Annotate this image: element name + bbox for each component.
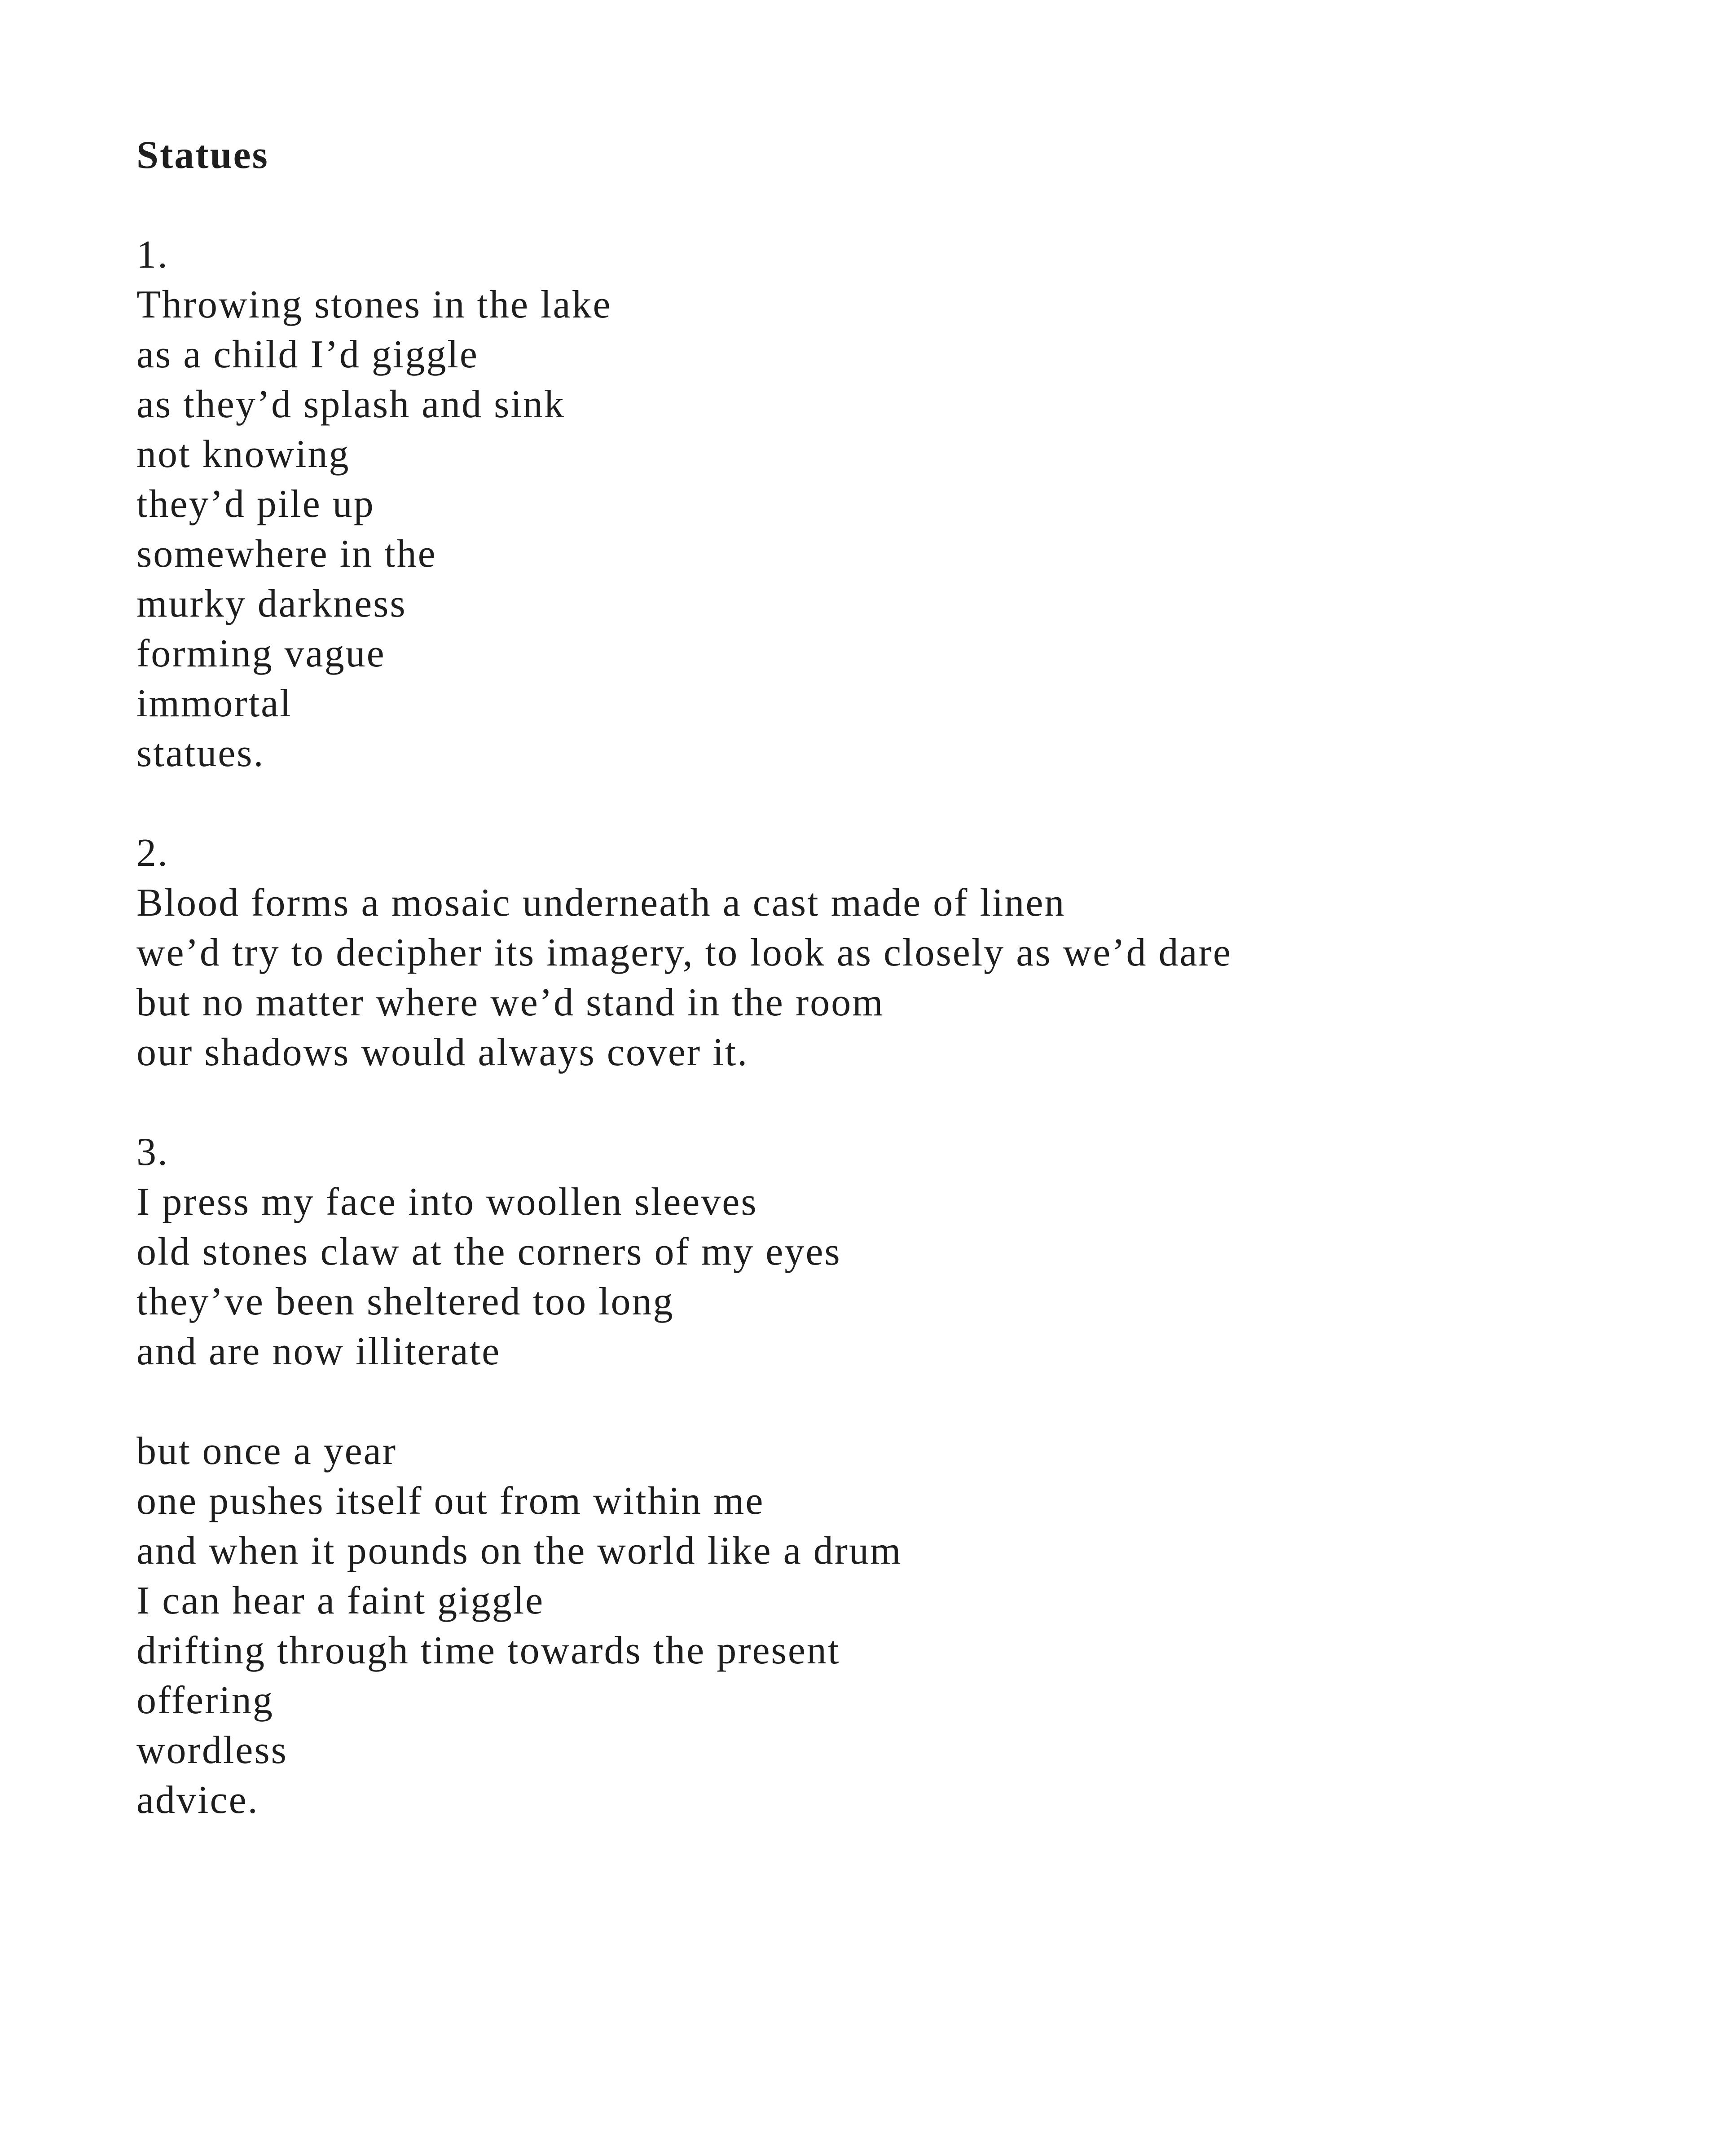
poem-line: they’d pile up bbox=[136, 482, 375, 526]
section-spacer bbox=[136, 1077, 1618, 1127]
stanza bbox=[136, 1426, 1618, 1825]
poem-line: as they’d splash and sink bbox=[136, 383, 565, 426]
poem-line: as a child I’d giggle bbox=[136, 333, 479, 376]
poem-title: Statues bbox=[136, 133, 269, 177]
poem-line: advice. bbox=[136, 1778, 259, 1822]
poem-line: and are now illiterate bbox=[136, 1330, 501, 1373]
poem-line: statues. bbox=[136, 732, 265, 775]
section-2 bbox=[136, 828, 1618, 1077]
poem-line: somewhere in the bbox=[136, 532, 437, 576]
section-3 bbox=[136, 1127, 1618, 1825]
poem-line: immortal bbox=[136, 682, 292, 725]
poem-line: murky darkness bbox=[136, 582, 407, 626]
poem-line: and when it pounds on the world like a drum bbox=[136, 1529, 902, 1573]
section-1 bbox=[136, 230, 1618, 778]
stanza bbox=[136, 280, 1618, 778]
section-number: 2. bbox=[136, 831, 169, 875]
poem-line: we’d try to decipher its imagery, to look as closely as we’d dare bbox=[136, 931, 1232, 974]
poem-line: I press my face into woollen sleeves bbox=[136, 1180, 758, 1224]
poem-line: offering bbox=[136, 1679, 274, 1722]
poem-line: one pushes itself out from within me bbox=[136, 1479, 765, 1523]
section-number: 3. bbox=[136, 1130, 169, 1174]
section-number: 1. bbox=[136, 233, 169, 277]
poem-line: I can hear a faint giggle bbox=[136, 1579, 545, 1623]
stanza-spacer bbox=[136, 1376, 1618, 1426]
poem-line: Throwing stones in the lake bbox=[136, 283, 612, 326]
poem-line: but no matter where we’d stand in the room bbox=[136, 981, 884, 1024]
title-spacer bbox=[136, 180, 1618, 230]
stanza bbox=[136, 878, 1618, 1077]
poem-line: forming vague bbox=[136, 632, 386, 675]
poem-line: not knowing bbox=[136, 432, 350, 476]
stanza bbox=[136, 1177, 1618, 1376]
section-spacer bbox=[136, 778, 1618, 828]
poem-line: old stones claw at the corners of my eyes bbox=[136, 1230, 841, 1274]
poem-line: drifting through time towards the present bbox=[136, 1629, 840, 1672]
poem-line: wordless bbox=[136, 1728, 288, 1772]
poem-line: they’ve been sheltered too long bbox=[136, 1280, 674, 1323]
poem-line: but once a year bbox=[136, 1429, 397, 1473]
poem-line: our shadows would always cover it. bbox=[136, 1031, 749, 1074]
poem-line: Blood forms a mosaic underneath a cast made of linen bbox=[136, 881, 1066, 925]
poem bbox=[136, 130, 1618, 1825]
